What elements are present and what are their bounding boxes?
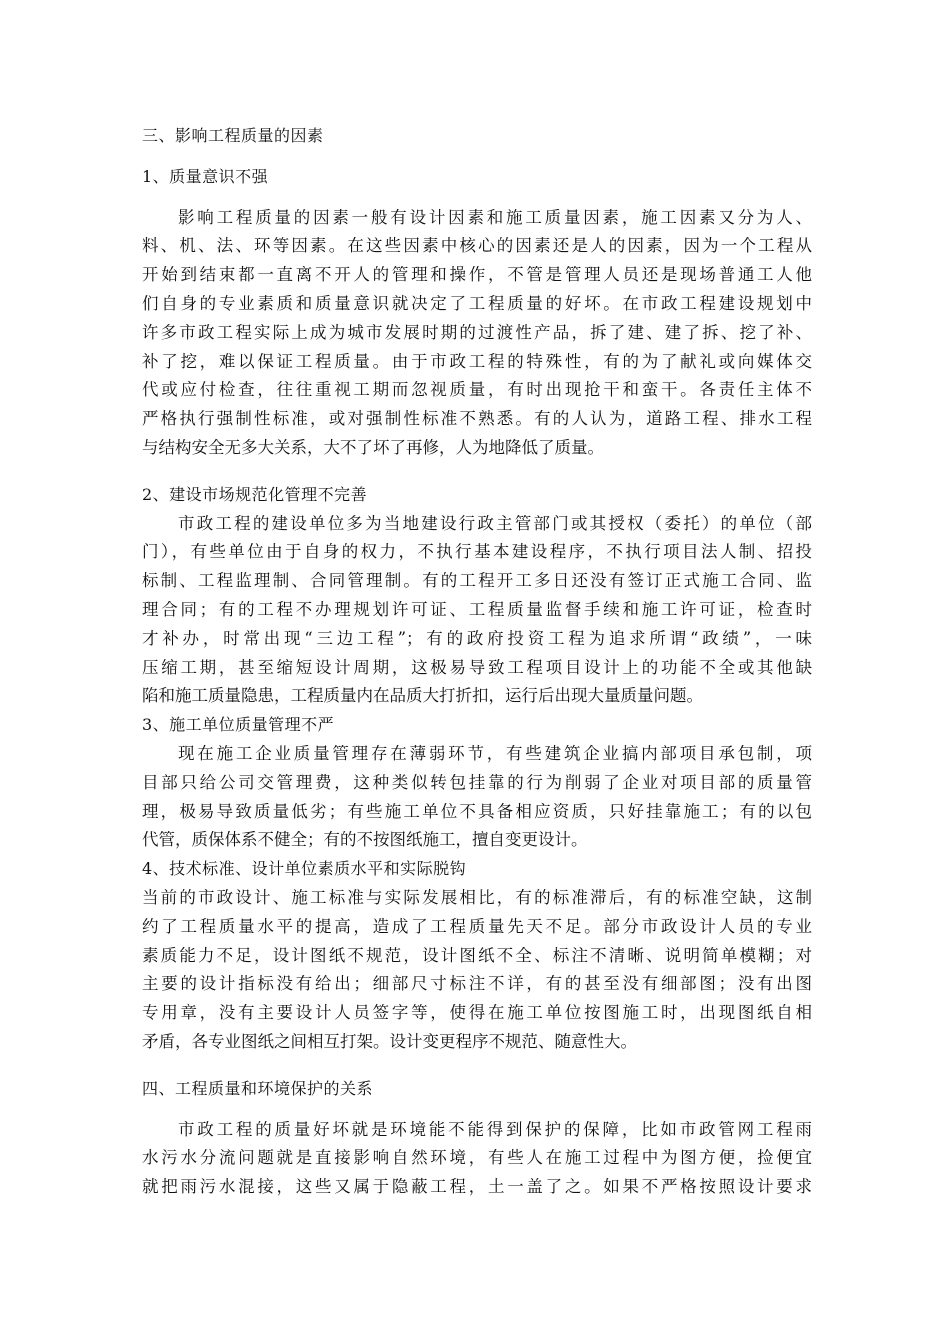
paragraph-line: 当前的市政设计、施工标准与实际发展相比，有的标准滞后，有的标准空缺，这制 xyxy=(142,887,812,907)
paragraph-line: 标制、工程监理制、合同管理制。有的工程开工多日还没有签订正式施工合同、监 xyxy=(142,571,812,591)
section4-title: 四、工程质量和环境保护的关系 xyxy=(142,1078,374,1098)
sub1-paragraph xyxy=(142,204,812,463)
paragraph-line: 代或应付检查，往往重视工期而忽视质量，有时出现抢干和蛮干。各责任主体不 xyxy=(142,380,812,400)
paragraph-line: 门），有些单位由于自身的权力，不执行基本建设程序，不执行项目法人制、招投 xyxy=(142,542,812,562)
paragraph-line: 补了挖，难以保证工程质量。由于市政工程的特殊性，有的为了献礼或向媒体交 xyxy=(142,351,812,371)
paragraph-line: 们自身的专业素质和质量意识就决定了工程质量的好坏。在市政工程建设规划中 xyxy=(142,293,812,313)
paragraph-line: 市政工程的质量好坏就是环境能不能得到保护的保障，比如市政管网工程雨 xyxy=(178,1119,812,1139)
paragraph-line: 主要的设计指标没有给出；细部尺寸标注不详，有的甚至没有细部图；没有出图 xyxy=(142,974,812,994)
paragraph-line: 水污水分流问题就是直接影响自然环境，有些人在施工过程中为图方便，捡便宜 xyxy=(142,1148,812,1168)
paragraph-line: 现在施工企业质量管理存在薄弱环节，有些建筑企业搞内部项目承包制，项 xyxy=(178,743,812,763)
paragraph-line: 约了工程质量水平的提高，造成了工程质量先天不足。部分市政设计人员的专业 xyxy=(142,916,812,936)
sub1-title: 1、质量意识不强 xyxy=(142,166,269,186)
paragraph-line: 理合同；有的工程不办理规划许可证、工程质量监督手续和施工许可证，检查时 xyxy=(142,599,812,619)
paragraph-line: 素质能力不足，设计图纸不规范，设计图纸不全、标注不清晰、说明简单模糊；对 xyxy=(142,945,812,965)
paragraph-line: 开始到结束都一直离不开人的管理和操作，不管是管理人员还是现场普通工人他 xyxy=(142,265,812,285)
paragraph-line: 陷和施工质量隐患，工程质量内在品质大打折扣，运行后出现大量质量问题。 xyxy=(142,686,703,706)
paragraph-line: 代管，质保体系不健全；有的不按图纸施工，擅自变更设计。 xyxy=(142,830,588,850)
document-page xyxy=(142,122,812,1202)
paragraph-line: 压缩工期，甚至缩短设计周期，这极易导致工程项目设计上的功能不全或其他缺 xyxy=(142,657,812,677)
sub4-paragraph xyxy=(142,884,812,1057)
paragraph-line: 理，极易导致质量低劣；有些施工单位不具备相应资质，只好挂靠施工；有的以包 xyxy=(142,801,812,821)
paragraph-line: 影响工程质量的因素一般有设计因素和施工质量因素，施工因素又分为人、 xyxy=(178,207,812,227)
paragraph-line: 才补办，时常出现“三边工程”；有的政府投资工程为追求所谓“政绩”，一味 xyxy=(142,628,812,648)
paragraph-line: 料、机、法、环等因素。在这些因素中核心的因素还是人的因素，因为一个工程从 xyxy=(142,236,812,256)
paragraph-line: 严格执行强制性标准，或对强制性标准不熟悉。有的人认为，道路工程、排水工程 xyxy=(142,409,812,429)
sub3-title: 3、施工单位质量管理不严 xyxy=(142,715,335,735)
paragraph-line: 市政工程的建设单位多为当地建设行政主管部门或其授权（委托）的单位（部 xyxy=(178,513,812,533)
sub2-paragraph xyxy=(142,510,812,712)
section3-title: 三、影响工程质量的因素 xyxy=(142,126,324,145)
sub2-title: 2、建设市场规范化管理不完善 xyxy=(142,484,368,504)
sub3-paragraph xyxy=(142,740,812,855)
paragraph-line: 许多市政工程实际上成为城市发展时期的过渡性产品，拆了建、建了拆、挖了补、 xyxy=(142,322,812,342)
paragraph-line: 矛盾，各专业图纸之间相互打架。设计变更程序不规范、随意性大。 xyxy=(142,1031,637,1051)
paragraph-line: 目部只给公司交管理费，这种类似转包挂靠的行为削弱了企业对项目部的质量管 xyxy=(142,772,812,792)
sub4-title: 4、技术标准、设计单位素质水平和实际脱钩 xyxy=(142,859,467,879)
paragraph-line: 专用章，没有主要设计人员签字等，使得在施工单位按图施工时，出现图纸自相 xyxy=(142,1003,812,1023)
paragraph-line: 就把雨污水混接，这些又属于隐蔽工程，土一盖了之。如果不严格按照设计要求 xyxy=(142,1177,812,1197)
paragraph-line: 与结构安全无多大关系，大不了坏了再修，人为地降低了质量。 xyxy=(142,437,604,457)
section4-paragraph xyxy=(142,1116,812,1202)
